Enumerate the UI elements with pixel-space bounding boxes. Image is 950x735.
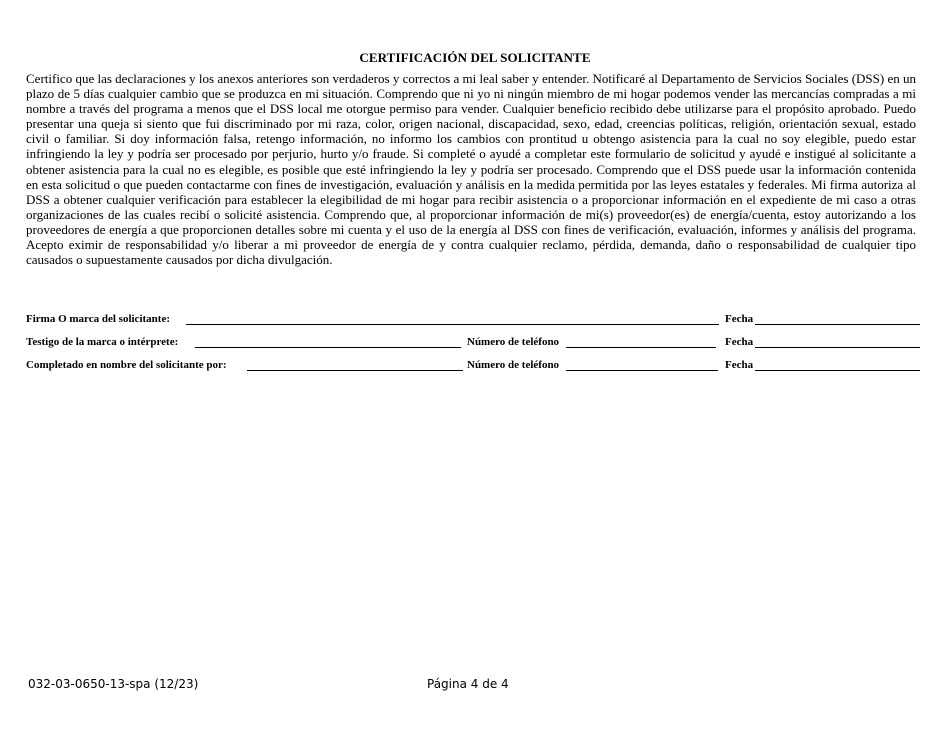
certification-text: Certifico que las declaraciones y los anexos anteriores son verdaderos y correctos a mi leal saber y entender. Notificaré al Departamento de Servicios Sociales (DSS) en un plazo de 5 días cualquier cambio que se produzca en mi situación. Comprendo que ni yo ni ningún miembro de mi hogar podemos vender las mercancías compradas a mi nombre a través del programa a menos que el DSS local me otorgue permiso para vender. Cualquier beneficio recibido debe utilizarse para el propósito aprobado. Puedo presentar una queja si siento que fui discriminado por mi raza, color, origen nacional, discapacidad, sexo, edad, creencias políticas, religión, orientación sexual, estado civil o familiar. Si doy información falsa, retengo información, no informo los cambios con prontitud u obtengo asistencia para la cual no soy elegible, puedo estar infringiendo la ley y podría ser procesado por perjurio, hurto y/o fraude. Si completé o ayudé a completar este formulario de solicitud y ayudé e instigué al solicitante a obtener asistencia para la cual no es elegible, es posible que esté infringiendo la ley y podría ser procesado. Comprendo que el DSS puede usar la información contenida en esta solicitud o que pueden contactarme con fines de investigación, evaluación y análisis en la medida permitida por las leyes estatales y federales. Mi firma autoriza al DSS a obtener cualquier verificación para establecer la elegibilidad de mi hogar para recibir asistencia o a proporcionar información en el expediente de mi caso a otras organizaciones de las cuales recibí o solicité asistencia. Comprendo que, al proporcionar información de mi(s) proveedor(es) de energía/cuenta, estoy autorizando a los proveedores de energía a que proporcionen detalles sobre mi cuenta y el uso de la energía al DSS con fines de verificación, evaluación, informes y análisis del programa. Acepto eximir de responsabilidad y/o liberar a mi proveedor de energía de y contra cualquier reclamo, pérdida, demanda, daño o responsabilidad de cualquier tipo causados o supuestamente causados por dicha divulgación. (26, 71, 916, 268)
form-number: 032-03-0650-13-spa (12/23) (28, 677, 199, 691)
applicant-signature-field[interactable] (186, 324, 719, 325)
witness-row (26, 335, 920, 351)
applicant-signature-row (26, 312, 920, 328)
witness-signature-field[interactable] (195, 347, 461, 348)
completed-by-date-field[interactable] (755, 370, 920, 371)
completed-by-row (26, 358, 920, 374)
applicant-date-label: Fecha (725, 313, 754, 325)
completed-by-signature-field[interactable] (247, 370, 463, 371)
witness-date-field[interactable] (755, 347, 920, 348)
witness-phone-field[interactable] (566, 347, 716, 348)
completed-by-label: Completado en nombre del solicitante por: (26, 359, 227, 371)
witness-date-label: Fecha (725, 336, 754, 348)
certification-heading: CERTIFICACIÓN DEL SOLICITANTE (359, 50, 591, 65)
applicant-signature-label: Firma O marca del solicitante: (26, 313, 170, 325)
witness-label: Testigo de la marca o intérprete: (26, 336, 179, 348)
witness-phone-label: Número de teléfono (467, 336, 560, 348)
page-number: Página 4 de 4 (427, 677, 509, 691)
applicant-date-field[interactable] (755, 324, 920, 325)
completed-by-phone-label: Número de teléfono (467, 359, 560, 371)
completed-by-date-label: Fecha (725, 359, 754, 371)
completed-by-phone-field[interactable] (566, 370, 718, 371)
